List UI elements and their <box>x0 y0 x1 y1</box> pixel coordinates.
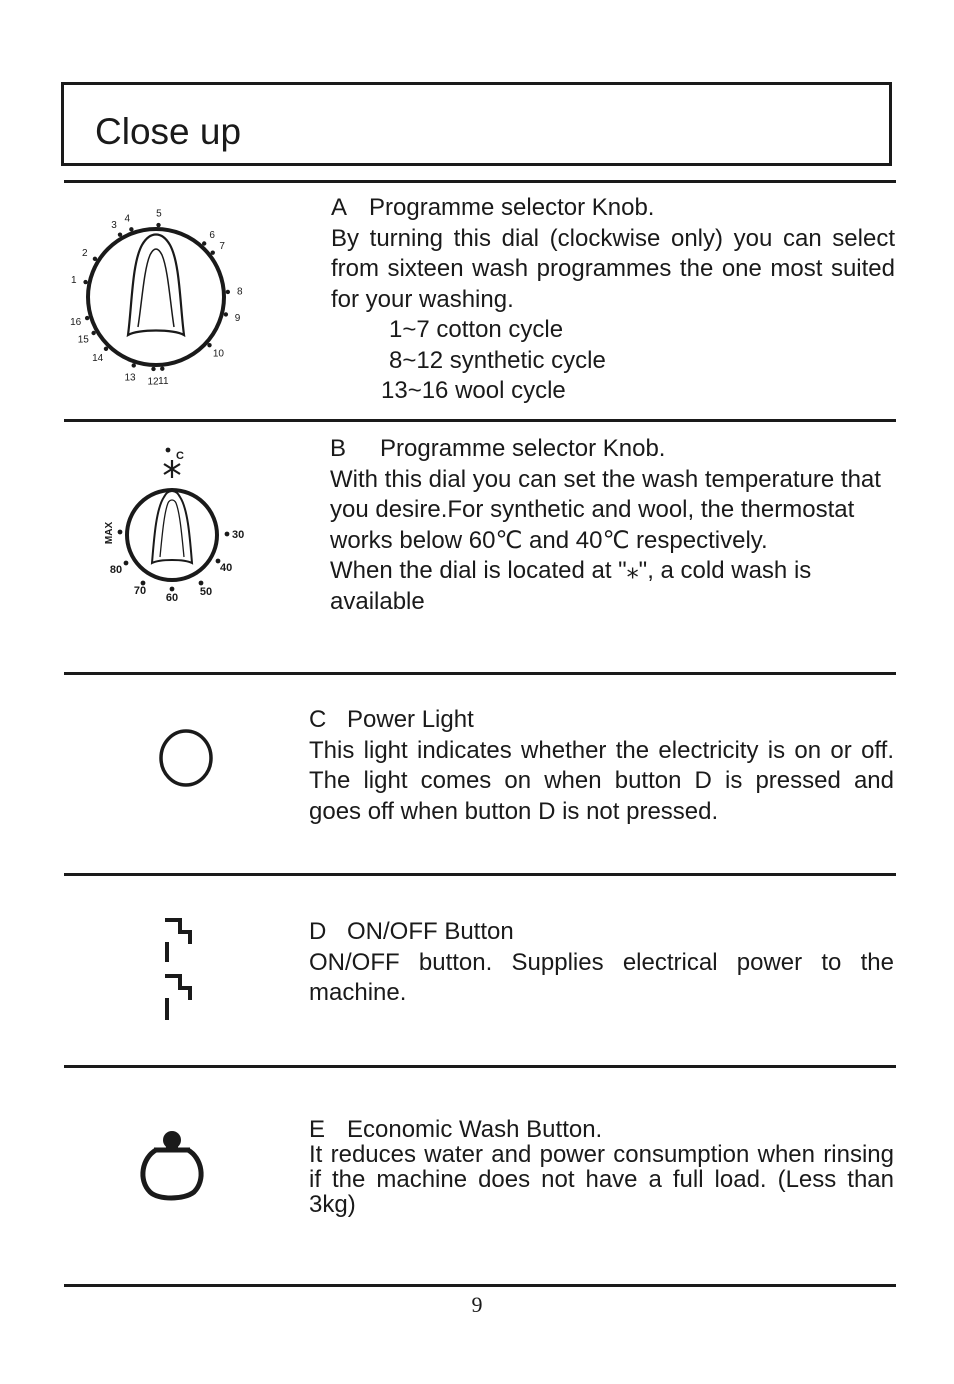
divider <box>64 672 896 675</box>
divider <box>64 419 896 422</box>
dial-label: 80 <box>109 564 123 576</box>
section-a-body: By turning this dial (clockwise only) you can select from sixteen wash programmes the one most suited for your washing. <box>331 224 895 313</box>
section-d-heading: D ON/OFF Button <box>309 917 894 948</box>
section-c-body: This light indicates whether the electricity is on or off. The light comes on when button D is pressed and goes off when button D is not pressed. <box>309 736 894 825</box>
section-b-text <box>330 434 900 617</box>
page-number: 9 <box>471 1292 483 1317</box>
temperature-dial-icon <box>96 443 256 608</box>
dial-label: 40 <box>220 562 233 574</box>
dial-label: 60 <box>165 592 179 604</box>
dial-label: 10 <box>212 348 224 360</box>
dial-label: MAX <box>104 521 115 545</box>
section-letter: D <box>309 918 327 945</box>
dial-label: 70 <box>133 585 147 597</box>
cycle-item: 1~7 cotton cycle <box>389 316 564 343</box>
section-e-heading: E Economic Wash Button. <box>309 1116 603 1143</box>
dial-label: 9 <box>234 312 241 324</box>
divider <box>64 180 896 183</box>
dial-label: 30 <box>232 529 245 541</box>
dial-label: 11 <box>158 376 169 385</box>
dial-label: 2 <box>81 247 88 259</box>
dial-label: 12 <box>147 376 159 385</box>
dial-label: 5 <box>156 208 162 220</box>
section-b-body: With this dial you can set the wash temperature that you desire.For synthetic and wool, the thermostat works below 60℃ and 40℃ respectively. <box>330 465 881 554</box>
section-a-heading: A Programme selector Knob. <box>331 193 895 224</box>
divider <box>64 1284 896 1287</box>
divider <box>64 873 896 876</box>
dial-label: 50 <box>199 586 213 598</box>
dial-label: 13 <box>124 372 136 384</box>
section-b-heading: B Programme selector Knob. <box>330 434 900 465</box>
snowflake-icon <box>164 460 180 478</box>
dial-label: 6 <box>209 230 215 242</box>
economic-wash-icon <box>136 1128 208 1208</box>
section-b-cold-wash-note: When the dial is located at "⁎", a cold wash is available <box>330 557 812 615</box>
programme-dial-icon <box>66 205 246 385</box>
dial-label: 8 <box>237 286 243 298</box>
section-e-text <box>309 1117 894 1217</box>
page-title: Close up <box>95 111 242 152</box>
dial-label: 1 <box>71 275 77 287</box>
power-light-icon <box>158 728 214 788</box>
section-letter: C <box>309 706 327 733</box>
dial-label: 4 <box>124 213 131 225</box>
section-e-body: It reduces water and power consumption when rinsing if the machine does not have a full load. (Less than 3kg) <box>309 1141 894 1218</box>
section-letter: B <box>330 435 347 462</box>
section-d-body: ON/OFF button. Supplies electrical power to the machine. <box>309 948 894 1006</box>
divider <box>64 1065 896 1068</box>
section-a-text <box>331 193 895 407</box>
dial-label: 14 <box>92 352 104 364</box>
on-off-switch-icon <box>160 914 200 1024</box>
section-d-text <box>309 917 894 1009</box>
cycle-item: 13~16 wool cycle <box>381 377 566 404</box>
dial-label: 15 <box>77 334 89 346</box>
title-box <box>61 82 892 166</box>
cycle-item: 8~12 synthetic cycle <box>389 346 606 374</box>
section-letter: E <box>309 1116 326 1143</box>
dial-label: 16 <box>70 317 82 329</box>
section-c-heading: C Power Light <box>309 705 894 736</box>
dial-label: 3 <box>111 219 117 231</box>
section-letter: A <box>331 194 348 221</box>
dial-label: 7 <box>219 240 225 252</box>
dial-label: C <box>176 450 184 462</box>
section-c-text <box>309 705 894 827</box>
